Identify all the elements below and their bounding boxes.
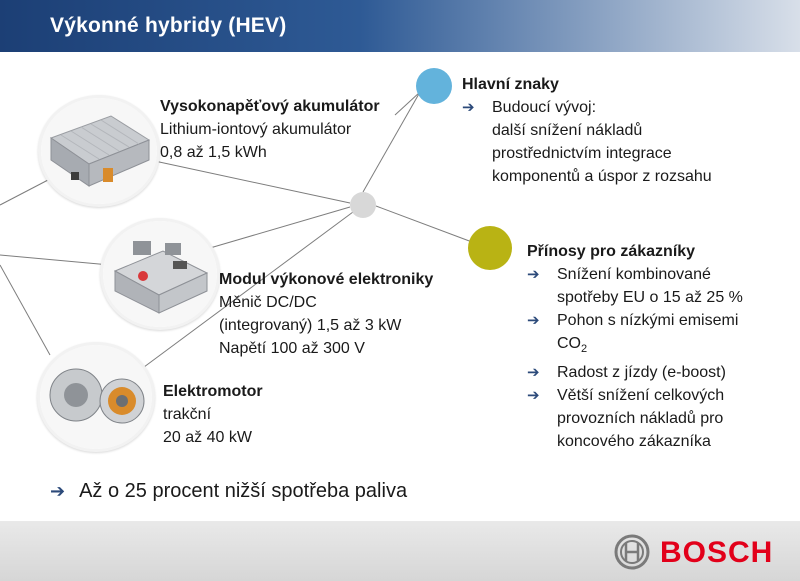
main-features-block: [462, 73, 712, 188]
arrow-right-icon: ➔: [527, 266, 540, 283]
benefits-title: Přínosy pro zákazníky: [527, 243, 696, 260]
brand-name: BOSCH: [660, 536, 774, 569]
battery-image: [38, 95, 160, 207]
benefit-line: provozních nákladů pro: [557, 410, 724, 427]
arrow-right-icon: ➔: [527, 312, 540, 329]
arrow-right-icon: ➔: [462, 99, 475, 116]
benefit-line: koncového zákazníka: [557, 433, 711, 450]
main-features-item: ➔ Budoucí vývoj:: [462, 96, 712, 119]
benefit-item: ➔ Radost z jízdy (e-boost): [527, 361, 743, 384]
benefits-dot: [468, 226, 512, 270]
main-features-dot: [416, 68, 452, 104]
arrow-right-icon: ➔: [527, 364, 540, 381]
main-features-line: další snížení nákladů: [492, 122, 643, 139]
bosch-armature-logo: [612, 534, 652, 570]
electric-motor-image: [37, 342, 155, 452]
motor-title: Elektromotor: [163, 383, 263, 400]
bosch-logo: [612, 534, 787, 570]
benefit-line: $CO_2$: [557, 335, 588, 355]
power-electronics-image: [100, 218, 220, 330]
accumulator-title: Vysokonapěťový akumulátor: [160, 98, 380, 115]
accumulator-line: 0,8 až 1,5 kWh: [160, 144, 267, 161]
main-features-line: komponentů a úspor z rozsahu: [492, 168, 712, 185]
power-electronics-line: Napětí 100 až 300 V: [219, 340, 365, 357]
main-features-title: Hlavní znaky: [462, 76, 559, 93]
power-electronics-line: (integrovaný) 1,5 až 3 kW: [219, 317, 402, 334]
benefit-item: ➔ Pohon s nízkými emisemi: [527, 309, 743, 332]
benefit-item: ➔ Snížení kombinované: [527, 263, 743, 286]
accumulator-block: [160, 95, 380, 164]
motor-block: [163, 380, 263, 449]
motor-line: trakční: [163, 406, 212, 423]
arrow-right-icon: ➔: [50, 481, 66, 501]
motor-line: 20 až 40 kW: [163, 429, 252, 446]
main-features-line: prostřednictvím integrace: [492, 145, 672, 162]
hub-dot: [350, 192, 376, 218]
benefit-item: ➔ Větší snížení celkových: [527, 384, 743, 407]
power-electronics-line: Měnič DC/DC: [219, 294, 317, 311]
accumulator-line: Lithium-iontový akumulátor: [160, 121, 352, 138]
benefit-line: spotřeby EU o 15 až 25 %: [557, 289, 743, 306]
power-electronics-title: Modul výkonové elektroniky: [219, 271, 434, 288]
benefits-block: [527, 240, 743, 453]
power-electronics-block: [219, 268, 433, 360]
slide-title: Výkonné hybridy (HEV): [50, 14, 287, 37]
bottom-note: ➔ Až o 25 procent nižší spotřeba paliva: [50, 480, 408, 502]
arrow-right-icon: ➔: [527, 387, 540, 404]
